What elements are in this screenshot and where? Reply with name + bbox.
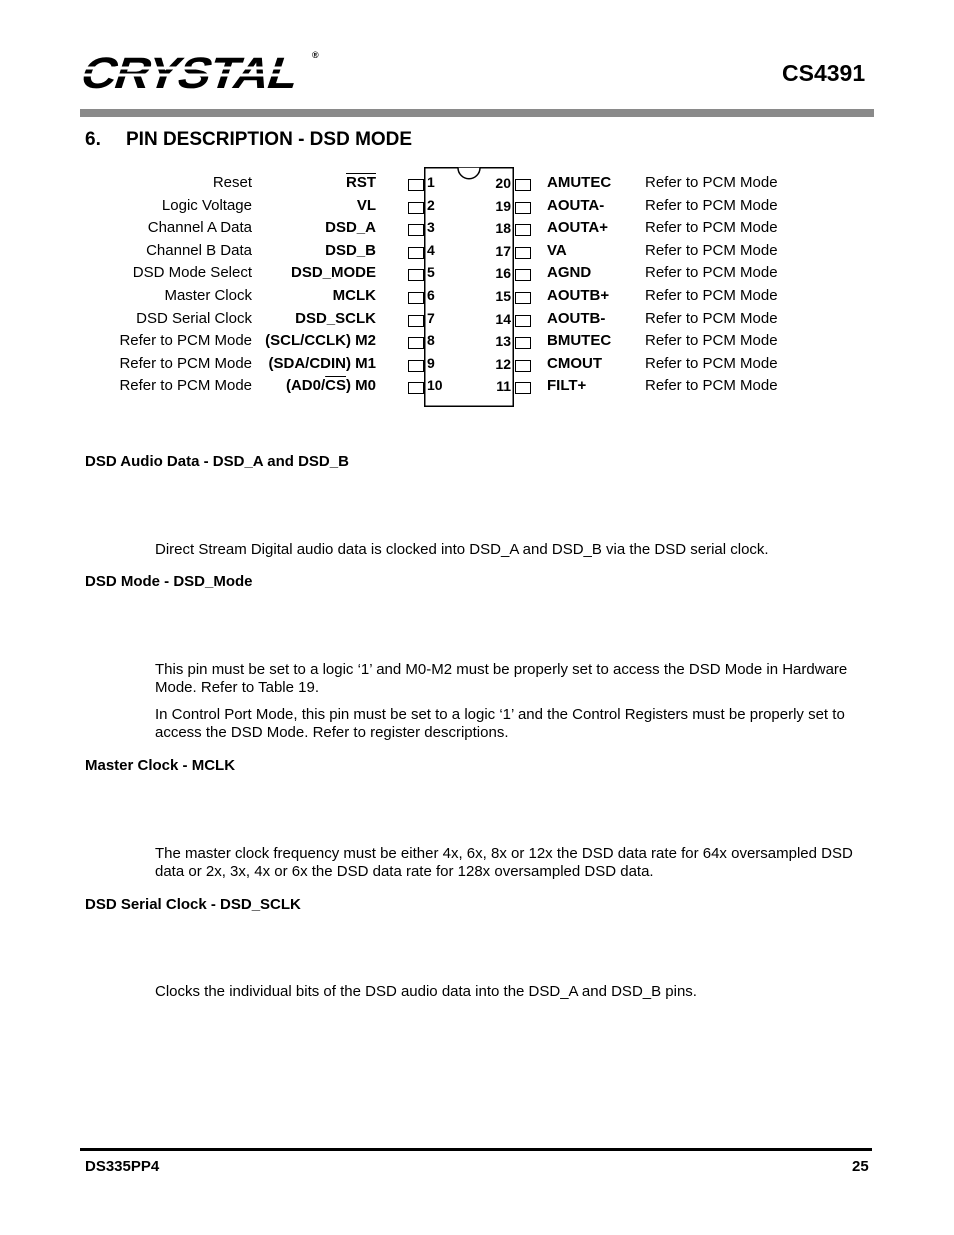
pin-number: 14: [495, 310, 511, 327]
pin-function-label: Channel B Data: [146, 241, 252, 259]
pin-number: 5: [427, 264, 435, 281]
pin-stub: [515, 315, 531, 327]
pin-name-label: (SCL/CCLK) M2: [265, 332, 376, 350]
pin-name-left: [0, 172, 376, 194]
pin-name-left: [0, 217, 376, 239]
pin-name-label: (SDA/CDIN) M1: [268, 354, 376, 372]
pin-function-label: Refer to PCM Mode: [119, 377, 252, 395]
description-paragraph: Clocks the individual bits of the DSD audio data into the DSD_A and DSD_B pins.: [155, 983, 697, 1000]
pin-stub: [515, 292, 531, 304]
description-paragraph: Direct Stream Digital audio data is clocked into DSD_A and DSD_B via the DSD serial clock.: [155, 541, 769, 558]
section-title: [85, 129, 412, 151]
pin-function-label: Refer to PCM Mode: [645, 332, 778, 350]
pin-stub: [515, 337, 531, 349]
pin-number: 7: [427, 309, 435, 326]
pin-stub: [408, 247, 424, 259]
pin-function-right: [645, 262, 845, 284]
pin-number: 19: [495, 197, 511, 214]
pin-stub: [515, 360, 531, 372]
pin-name-label: AGND: [547, 264, 592, 282]
pin-number: 12: [495, 355, 511, 372]
pin-name-right: [547, 172, 642, 194]
pin-name-right: [547, 375, 642, 397]
pin-name-label: BMUTEC: [547, 332, 612, 350]
pin-name-label: AOUTB-: [547, 309, 606, 327]
pin-number: 1: [427, 174, 435, 190]
pin-number: 10: [427, 377, 443, 394]
description-heading: DSD Mode - DSD_Mode: [85, 573, 253, 590]
pin-function-right: [645, 172, 845, 194]
pin-function-label: Reset: [212, 174, 252, 191]
pin-function-right: [645, 308, 845, 330]
pin-function-right: [645, 375, 845, 397]
pin-stub: [408, 382, 424, 394]
pin-name-left: [0, 195, 376, 217]
pin-number: 15: [495, 288, 511, 304]
pin-name-left: [0, 375, 376, 397]
pin-name-right: [547, 330, 642, 352]
description-heading: DSD Serial Clock - DSD_SCLK: [85, 896, 301, 913]
pin-name-right: [547, 195, 642, 217]
pin-name-left: [0, 240, 376, 262]
pin-function-label: Refer to PCM Mode: [645, 174, 778, 191]
pin-name-label: FILT+: [547, 377, 587, 395]
pin-name-label: MCLK: [332, 287, 376, 304]
pin-number: 8: [427, 332, 435, 349]
pin-number: 3: [427, 219, 435, 236]
pin-name-label: CMOUT: [547, 354, 602, 372]
pin-name-left: [0, 285, 376, 307]
page-number: 25: [852, 1158, 869, 1175]
logo-wordmark: CRYSTAL: [80, 48, 287, 94]
pin-stub: [408, 179, 424, 191]
pin-function-right: [645, 240, 845, 262]
pin-name-label: DSD_B: [325, 241, 376, 259]
section-number: 6.: [85, 129, 101, 150]
pin-name-left: [0, 262, 376, 284]
pin-function-right: [645, 353, 845, 375]
pin-name-left: [0, 353, 376, 375]
pin-stub: [408, 315, 424, 327]
pin-stub: [515, 224, 531, 236]
pin-number: 9: [427, 354, 435, 371]
pin-name-left: [0, 330, 376, 352]
pin-name-label: [286, 375, 376, 397]
pin-stub: [408, 202, 424, 214]
pin-function-label: Refer to PCM Mode: [645, 354, 778, 372]
pin-function-right: [645, 217, 845, 239]
pin-name-right: [547, 285, 642, 307]
pin-stub: [515, 247, 531, 259]
pin-number: 16: [495, 265, 511, 282]
pin-name-right: [547, 217, 642, 239]
pin-function-label: Channel A Data: [147, 219, 252, 237]
registered-mark: ®: [312, 50, 319, 60]
pin-function-right: [645, 285, 845, 307]
pin-function-label: Refer to PCM Mode: [119, 354, 252, 372]
pin-function-label: Refer to PCM Mode: [645, 196, 778, 214]
pin-stub: [408, 337, 424, 349]
pin-function-label: Logic Voltage: [161, 196, 252, 214]
part-number: CS4391: [782, 60, 866, 86]
pin-stub: [408, 224, 424, 236]
description-heading: Master Clock - MCLK: [85, 757, 236, 774]
pin-name-overline: $\overline{CS}$: [325, 377, 346, 395]
pin-name-label: AOUTB+: [547, 287, 610, 304]
pin-number: 20: [495, 175, 511, 191]
description-paragraph: This pin must be set to a logic ‘1’ and M0-M2 must be properly set to access the DSD Mode in Hardware Mode. Refer to Table 19.: [155, 661, 848, 696]
pin-function-label: DSD Mode Select: [132, 264, 252, 282]
description-paragraph: The master clock frequency must be either 4x, 6x, 8x or 12x the DSD data rate for 64x oversampled DSD data or 2x, 3x, 4x or 6x the DSD data rate for 128x oversampled DSD data.: [155, 845, 853, 880]
pin-function-label: Refer to PCM Mode: [645, 287, 778, 304]
pin-name-right: [547, 308, 642, 330]
pin-number: 13: [495, 333, 511, 350]
header-rule: [80, 109, 874, 117]
document-id: DS335PP4: [85, 1158, 160, 1175]
pin-number: 4: [427, 241, 435, 258]
crystal-logo: [80, 44, 320, 94]
pin-function-label: Refer to PCM Mode: [119, 332, 252, 350]
pin-name-label: DSD_A: [325, 219, 376, 237]
pin-function-label: Refer to PCM Mode: [645, 219, 778, 237]
pin-name-label: AOUTA+: [547, 219, 608, 237]
section-title-text: PIN DESCRIPTION - DSD MODE: [126, 129, 413, 150]
pin-function-label: Master Clock: [164, 287, 252, 304]
pin-number: 11: [496, 378, 511, 395]
pin-function-right: [645, 330, 845, 352]
pin-function-label: DSD Serial Clock: [136, 309, 252, 327]
pin-name-right: [547, 353, 642, 375]
pin-name-label: AMUTEC: [547, 174, 612, 191]
pin-name-label: AOUTA-: [547, 196, 605, 214]
pin-name-right: [547, 262, 642, 284]
pin-function-label: Refer to PCM Mode: [645, 264, 778, 282]
description-heading: DSD Audio Data - DSD_A and DSD_B: [85, 453, 349, 470]
pin-name-part: (AD0/: [285, 377, 326, 395]
pin-name-label: $\overline{RST}$: [346, 174, 376, 191]
pin-name-label: VL: [356, 196, 376, 214]
pin-stub: [408, 360, 424, 372]
description-paragraph: In Control Port Mode, this pin must be set to a logic ‘1’ and the Control Registers must be properly set to access the DSD Mode. Refer to register descriptions.: [155, 706, 845, 741]
pin-stub: [515, 382, 531, 394]
pin-name-left: [0, 308, 376, 330]
pin-function-label: Refer to PCM Mode: [645, 241, 778, 259]
pin-number: 18: [495, 220, 511, 237]
pin-name-label: VA: [547, 241, 567, 259]
pin-function-label: Refer to PCM Mode: [645, 377, 778, 395]
pin-name-part: ) M0: [346, 377, 376, 395]
footer-rule: [80, 1148, 872, 1151]
pin-stub: [515, 179, 531, 191]
pin-stub: [515, 202, 531, 214]
pin-function-right: [645, 195, 845, 217]
pin-number: 2: [427, 196, 435, 213]
pin-stub: [408, 292, 424, 304]
pin-stub: [515, 269, 531, 281]
pin-number: 17: [495, 242, 511, 259]
pin-function-label: Refer to PCM Mode: [645, 309, 778, 327]
pin-name-label: DSD_MODE: [290, 264, 376, 282]
pin-name-label: DSD_SCLK: [295, 309, 376, 327]
pin-stub: [408, 269, 424, 281]
pin-number: 6: [427, 287, 435, 303]
pin-name-right: [547, 240, 642, 262]
